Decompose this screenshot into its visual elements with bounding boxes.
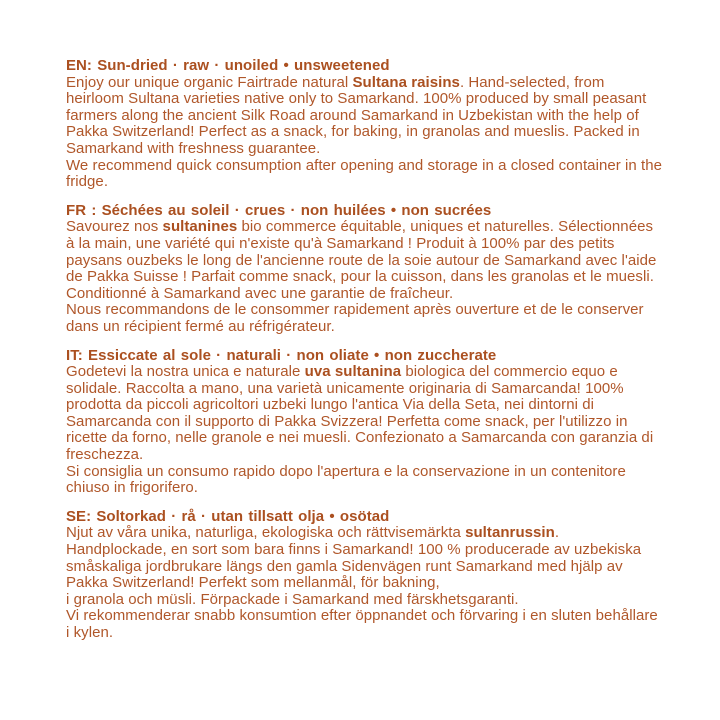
text-segment: Njut av våra unika, naturliga, ekologiska och rättvisemärkta [66, 524, 466, 542]
paragraph [66, 525, 662, 591]
section-body-se [66, 525, 662, 641]
text-segment: i granola och müsli. Förpackade i Samarkand med färskhetsgaranti. [66, 590, 519, 608]
section-heading-se: SE: Soltorkad · rå · utan tillsatt olja • osötad [66, 507, 390, 525]
paragraph [66, 464, 662, 497]
text-segment: Godetevi la nostra unica e naturale [66, 363, 305, 381]
section-heading-it: IT: Essiccate al sole · naturali · non oliate • non zuccherate [66, 346, 497, 364]
lang-section-fr [66, 203, 662, 336]
paragraph [66, 302, 662, 335]
text-segment: Nous recommandons de le consommer rapidement après ouverture et de le conserver dans un récipient fermé au réfrigérateur. [66, 301, 644, 335]
product-term-bold: Sultana raisins [352, 73, 460, 91]
section-heading-en: EN: Sun-dried · raw · unoiled • unsweetened [66, 57, 390, 74]
text-segment: We recommend quick consumption after opening and storage in a closed container in the fridge. [66, 156, 662, 191]
product-term-bold: uva sultanina [304, 363, 402, 381]
paragraph [66, 75, 662, 158]
section-body-fr [66, 219, 662, 335]
text-segment: . Handplockade, en sort som bara finns i Samarkand! 100 % producerade av uzbekiska småskaliga jordbrukare längs den gamla Sidenvägen runt Samarkand med hjälp av Pakka Switzerland! Perfekt som mellanmål, för bakning, [66, 524, 642, 592]
section-body-it [66, 364, 662, 497]
lang-section-se [66, 509, 662, 642]
text-segment: bio commerce équitable, uniques et naturelles. Sélectionnées à la main, une variété qui n'existe qu'à Samarkand ! Produit à 100% par des petits paysans ouzbeks le long de l'ancienne route de la soie autour de Samarkand avec l'aide de Pakka Suisse ! Parfait comme snack, pour la cuisson, dans les granolas et le muesli. Conditionné à Samarkand avec une garantie de fraîcheur. [66, 218, 657, 302]
text-segment: . Hand-selected, from heirloom Sultana varieties native only to Samarkand. 100% produced by small peasant farmers along the ancient Silk Road around Samarkand in Uzbekistan with the help of Pakka Switzerland! Perfect as a snack, for baking, in granolas and mueslis. Packed in Samarkand with freshness guarantee. [66, 73, 647, 157]
product-term-bold: sultanines [162, 218, 238, 236]
section-heading-fr: FR : Séchées au soleil · crues · non huilées • non sucrées [66, 201, 492, 219]
lang-section-en [66, 58, 662, 191]
text-segment: Enjoy our unique organic Fairtrade natural [66, 73, 353, 91]
paragraph [66, 608, 662, 641]
multilingual-product-description [66, 58, 662, 642]
paragraph [66, 219, 662, 302]
paragraph [66, 364, 662, 464]
product-term-bold: sultanrussin [465, 524, 555, 542]
text-segment: biologica del commercio equo e solidale. Raccolta a mano, una varietà unicamente originaria di Samarcanda! 100% prodotta da piccoli agricoltori uzbeki lungo l'antica Via della Seta, nei dintorni di Samarcanda con il supporto di Pakka Svizzera! Perfetta come snack, per l'utilizzo in ricette da forno, nelle granole e nei muesli. Confezionato a Samarcanda con garanzia di freschezza. [66, 363, 654, 464]
paragraph [66, 158, 662, 191]
text-segment: Savourez nos [66, 218, 163, 236]
section-body-en [66, 75, 662, 191]
text-segment: Vi rekommenderar snabb konsumtion efter öppnandet och förvaring i en sluten behållare i kylen. [66, 607, 658, 641]
lang-section-it [66, 348, 662, 497]
text-segment: Si consiglia un consumo rapido dopo l'apertura e la conservazione in un contenitore chiuso in frigorifero. [66, 462, 626, 497]
paragraph [66, 592, 662, 609]
